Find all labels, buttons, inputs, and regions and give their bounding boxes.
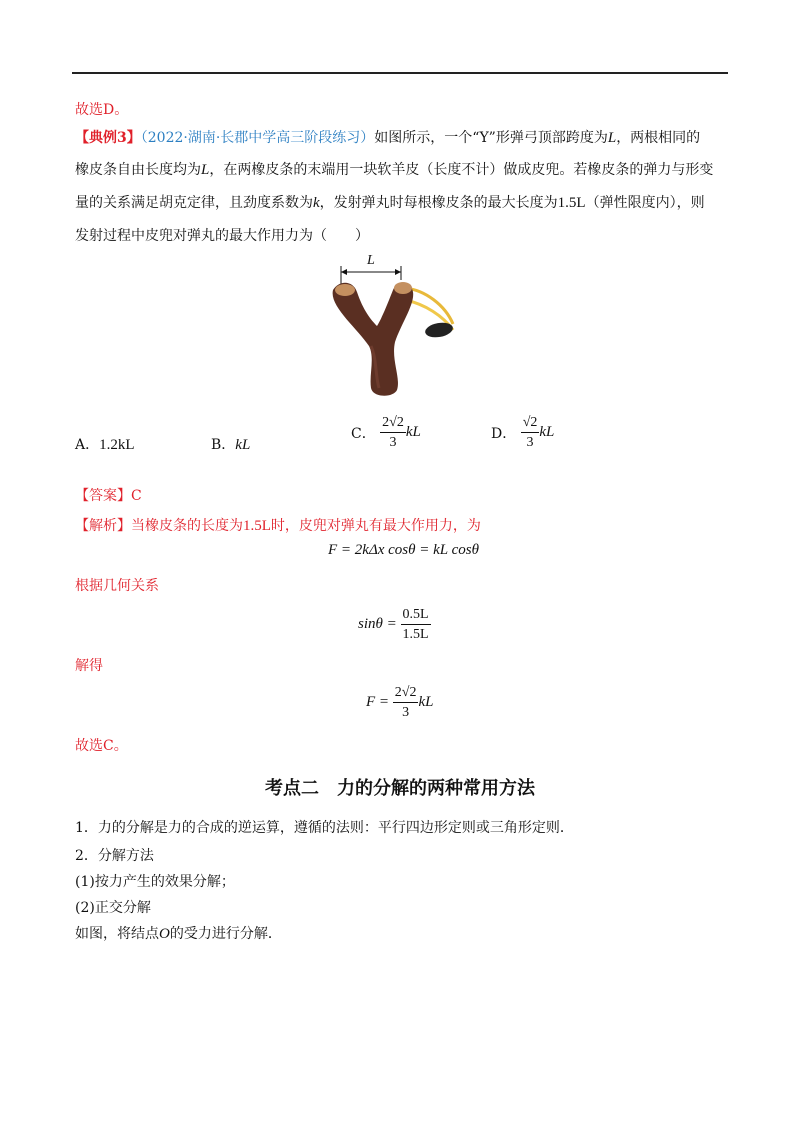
example-text: ，在两橡皮条的末端用一块软羊皮（长度不计）做成皮兜。若橡皮条的弹力与形变 xyxy=(209,162,714,178)
wooden-frame xyxy=(333,283,414,396)
option-label: B． xyxy=(211,437,236,453)
section-paragraph-1: 1．力的分解是力的合成的逆运算，遵循的法则：平行四边形定则或三角形定则． xyxy=(75,820,574,836)
example-text: 如图所示，一个“Y”形弹弓顶部跨度为 xyxy=(374,130,608,146)
section-paragraph-4: (2)正交分解 xyxy=(75,900,151,916)
equation-force: F = 2kΔx cosθ = kL cosθ xyxy=(328,542,479,558)
option-fraction: $\frac{√2}{3}$ xyxy=(522,415,538,450)
analysis-text: 当橡皮条的长度为 xyxy=(131,518,243,534)
frame-tip xyxy=(394,282,412,294)
answer-tag: 【答案】 xyxy=(75,488,131,504)
example-source: （2022·湖南·长郡中学高三阶段练习） xyxy=(140,130,375,146)
option-value: 1.2kL xyxy=(99,437,135,453)
option-label: C． xyxy=(351,425,376,442)
analysis-value: 1.5L xyxy=(243,518,271,534)
example-line-2 xyxy=(75,160,713,180)
answer-value: C xyxy=(131,488,142,504)
example-text: 橡皮条自由长度均为 xyxy=(75,162,201,178)
var-O: O xyxy=(159,926,170,942)
option-d[interactable] xyxy=(491,414,554,451)
option-label: D． xyxy=(491,425,517,442)
equation-fraction: $\frac{0.5L}{1.5L}$ xyxy=(402,607,429,642)
option-c[interactable] xyxy=(351,414,421,451)
equation-tail: kL xyxy=(418,694,434,710)
equation-fraction: $\frac{2√2}{3}$ xyxy=(394,685,417,720)
example-text: （弹性限度内），则 xyxy=(585,195,705,211)
option-value: kL xyxy=(539,424,555,440)
analysis-tag: 【解析】 xyxy=(75,518,131,534)
option-label: A． xyxy=(75,437,100,453)
section-paragraph-5 xyxy=(75,924,282,944)
option-value: kL xyxy=(235,437,251,453)
section-title: 考点二 力的分解的两种常用方法 xyxy=(265,778,535,799)
option-fraction: $\frac{2√2}{3}$ xyxy=(382,415,404,450)
section-paragraph-3: (1)按力产生的效果分解； xyxy=(75,874,235,890)
solve-note: 解得 xyxy=(75,658,103,674)
example-text: 量的关系满足胡克定律，且劲度系数为 xyxy=(75,195,313,211)
value-1-5L: 1.5L xyxy=(557,195,586,211)
var-L: L xyxy=(201,162,210,178)
example-text: ，发射弹丸时每根橡皮条的最大长度为 xyxy=(319,195,558,211)
section-paragraph-2: 2．分解方法 xyxy=(75,848,154,864)
var-k: k xyxy=(313,195,320,211)
example-line-4: 发射过程中皮兜对弹丸的最大作用力为（ ） xyxy=(75,228,369,244)
previous-answer: 故选D。 xyxy=(75,102,129,118)
equation-result xyxy=(366,684,433,721)
option-b[interactable] xyxy=(211,434,250,454)
example-line-1 xyxy=(75,128,700,148)
conclusion: 故选C。 xyxy=(75,738,128,754)
section-text: 如图，将结点 xyxy=(75,926,159,942)
equation-lhs: sinθ = xyxy=(358,616,397,632)
answer xyxy=(75,486,142,506)
example-tag: 【典例3】 xyxy=(75,130,141,146)
frame-tip xyxy=(335,284,355,296)
slingshot-figure xyxy=(325,250,475,398)
span-label: L xyxy=(367,253,375,268)
equation-sin xyxy=(358,606,431,643)
header-rule xyxy=(72,72,728,74)
option-a[interactable] xyxy=(75,434,135,454)
section-text: 的受力进行分解． xyxy=(169,926,282,942)
var-L: L xyxy=(607,130,617,146)
analysis-line xyxy=(75,516,481,536)
example-line-3 xyxy=(75,193,705,213)
equation-lhs: F = xyxy=(366,694,390,710)
example-text: ，两根相同的 xyxy=(616,130,701,146)
geometry-note: 根据几何关系 xyxy=(75,578,159,594)
analysis-text: 时，皮兜对弹丸有最大作用力，为 xyxy=(270,518,481,534)
option-value: kL xyxy=(405,424,421,440)
